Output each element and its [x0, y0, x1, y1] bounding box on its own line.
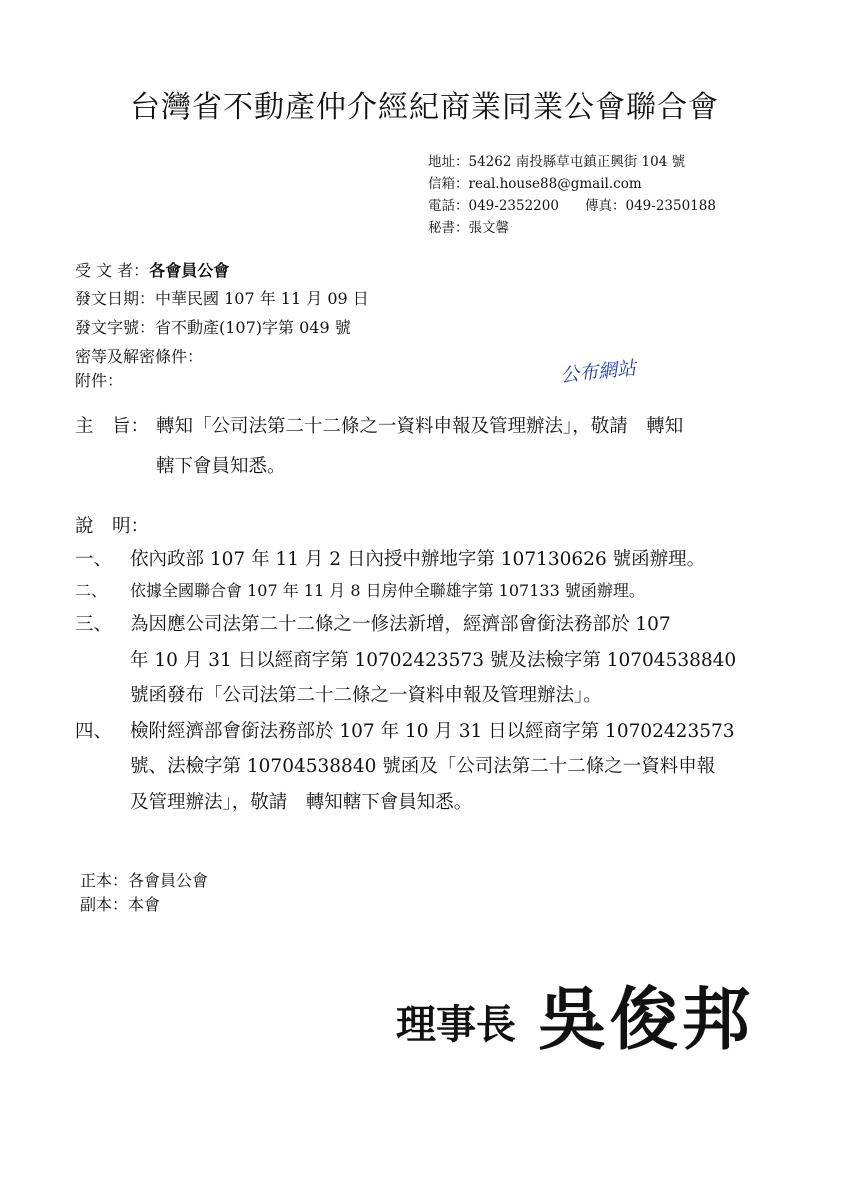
recipient-label: 受 文 者：	[75, 261, 150, 280]
recipient-line	[75, 258, 229, 281]
item-line: 依據全國聯合會 107 年 11 月 8 日房仲全聯雄字第 107133 號函辦理。	[130, 581, 645, 600]
original-recipients: 正本：各會員公會	[80, 871, 209, 890]
issue-date: 發文日期：中華民國 107 年 11 月 09 日	[75, 289, 369, 308]
subject-label: 主 旨：	[75, 416, 150, 437]
item-number: 一、	[75, 549, 113, 570]
item-number: 二、	[75, 581, 108, 600]
organization-title: 台灣省不動產仲介經紀商業同業公會聯合會	[130, 90, 719, 125]
signature-title: 理事長	[396, 1002, 516, 1048]
item-line: 年 10 月 31 日以經商字第 10702423573 號及法檢字第 10704538840	[130, 650, 737, 671]
item-line: 為因應公司法第二十二條之一修法新增，經濟部會銜法務部於 107	[130, 614, 671, 635]
recipient-value: 各會員公會	[149, 261, 230, 280]
explanation-label: 說 明：	[75, 516, 150, 537]
item-line: 及管理辦法」，敬請 轉知轄下會員知悉。	[130, 792, 473, 813]
contact-fax: 傳真：049-2350188	[585, 198, 716, 214]
handwritten-annotation: 公布網站	[559, 357, 638, 387]
contact-phone: 電話：049-2352200	[428, 198, 559, 214]
item-line: 號函發布「公司法第二十二條之一資料申報及管理辦法」。	[130, 685, 602, 706]
contact-address: 地址：54262 南投縣草屯鎮正興街 104 號	[428, 154, 686, 170]
signature-name: 吳俊邦	[538, 981, 755, 1060]
contact-secretary: 秘書：張文馨	[428, 220, 509, 236]
item-line: 號、法檢字第 10704538840 號函及「公司法第二十二條之一資料申報	[130, 756, 716, 777]
item-number: 三、	[75, 614, 113, 635]
contact-email: 信箱：real.house88@gmail.com	[428, 176, 642, 192]
item-line: 依內政部 107 年 11 月 2 日內授中辦地字第 107130626 號函辦理。	[130, 549, 706, 570]
classification: 密等及解密條件：	[75, 347, 204, 366]
document-number: 發文字號：省不動產(107)字第 049 號	[75, 318, 351, 337]
subject-line-1: 轉知「公司法第二十二條之一資料申報及管理辦法」，敬請 轉知	[156, 416, 684, 437]
item-number: 四、	[75, 721, 113, 742]
item-line: 檢附經濟部會銜法務部於 107 年 10 月 31 日以經商字第 10702423573	[130, 721, 735, 742]
subject-line-2: 轄下會員知悉。	[156, 456, 286, 477]
attachment: 附件：	[75, 371, 124, 390]
copy-recipients: 副本：本會	[80, 895, 161, 914]
